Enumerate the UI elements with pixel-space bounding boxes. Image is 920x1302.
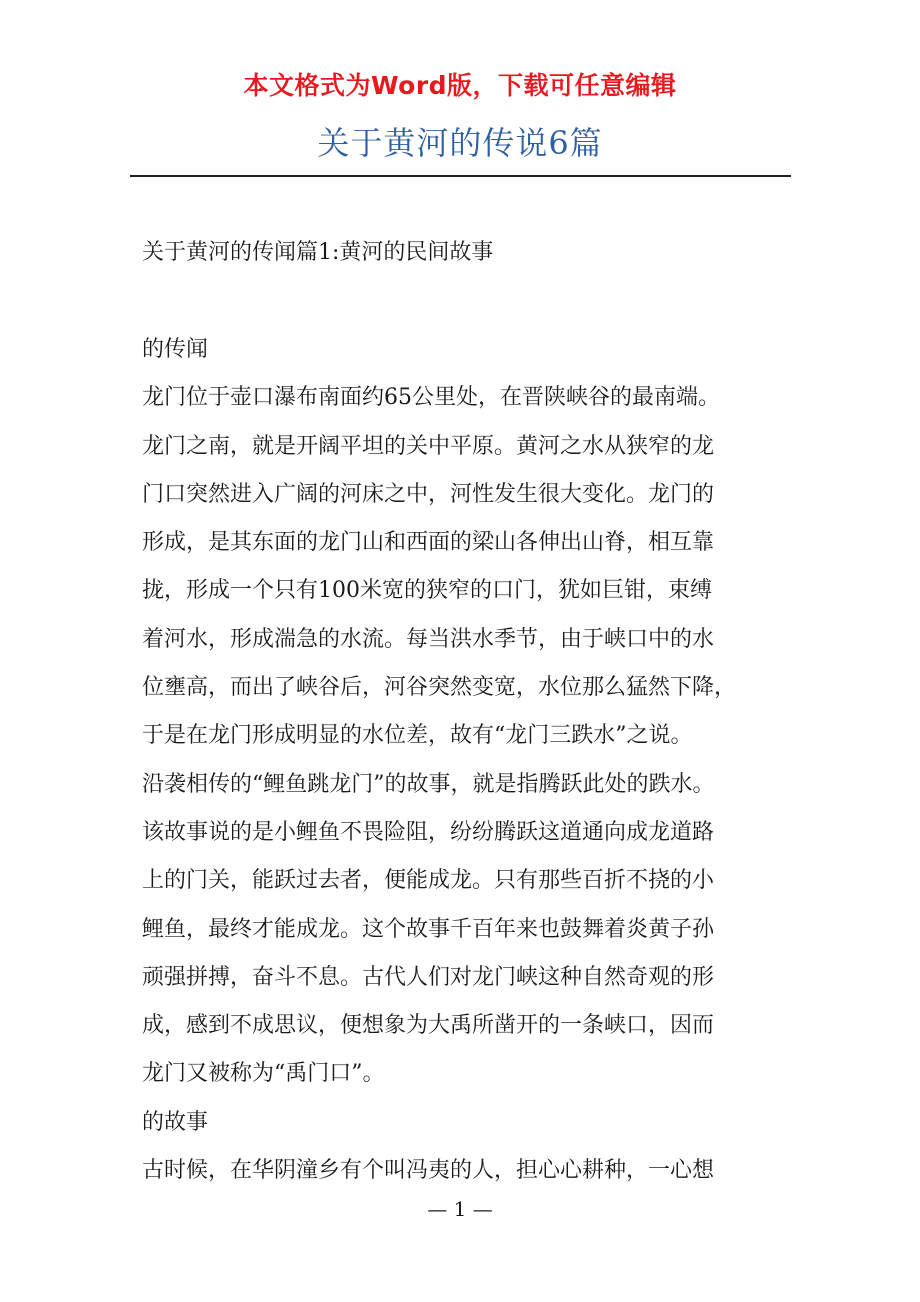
body-line: 于是在龙门形成明显的水位差，故有“龙门三跌水”之说。 bbox=[142, 723, 693, 749]
body-line: 成，感到不成思议，便想象为大禹所凿开的一条峡口，因而 bbox=[142, 1013, 715, 1039]
body-line: 门口突然进入广阔的河床之中，河性发生很大变化。龙门的 bbox=[142, 481, 715, 507]
body-line: 拢，形成一个只有100米宽的狭窄的口门，犹如巨钳，束缚 bbox=[142, 578, 712, 604]
title-divider bbox=[130, 175, 791, 177]
body-line: 形成，是其东面的龙门山和西面的梁山各伸出山脊，相互靠 bbox=[142, 530, 715, 556]
body-line: 的传闻 bbox=[142, 337, 209, 362]
body-line: 着河水，形成湍急的水流。每当洪水季节，由于峡口中的水 bbox=[142, 626, 715, 652]
body-line: 古时候，在华阴潼乡有个叫冯夷的人，担心心耕种，一心想 bbox=[142, 1158, 715, 1184]
body-line: 该故事说的是小鲤鱼不畏险阻，纷纷腾跃这道通向成龙道路 bbox=[142, 819, 715, 845]
body-line: 龙门又被称为“禹门口”。 bbox=[142, 1061, 385, 1087]
body-line: 的故事 bbox=[142, 1109, 209, 1135]
body-line: 顽强拼搏，奋斗不息。古代人们对龙门峡这种自然奇观的形 bbox=[142, 964, 715, 990]
body-line: 沿袭相传的“鲤鱼跳龙门”的故事，就是指腾跃此处的跌水。 bbox=[142, 771, 715, 797]
document-body bbox=[142, 326, 802, 1195]
body-line: 位壅高，而出了峡谷后，河谷突然变宽，水位那么猛然下降， bbox=[142, 675, 737, 701]
body-line: 上的门关，能跃过去者，便能成龙。只有那些百折不挠的小 bbox=[142, 868, 715, 894]
body-line: 鲤鱼，最终才能成龙。这个故事千百年来也鼓舞着炎黄子孙 bbox=[142, 916, 715, 942]
format-notice-banner: 本文格式为Word版，下载可任意编辑 bbox=[243, 71, 677, 100]
document-title: 关于黄河的传说6篇 bbox=[317, 124, 603, 162]
body-line: 龙门之南，就是开阔平坦的关中平原。黄河之水从狭窄的龙 bbox=[142, 433, 715, 459]
section-heading: 关于黄河的传闻篇1:黄河的民间故事 bbox=[142, 240, 494, 265]
body-line: 龙门位于壶口瀑布南面约65公里处，在晋陕峡谷的最南端。 bbox=[142, 385, 720, 411]
page-number: — 1 — bbox=[427, 1197, 493, 1221]
